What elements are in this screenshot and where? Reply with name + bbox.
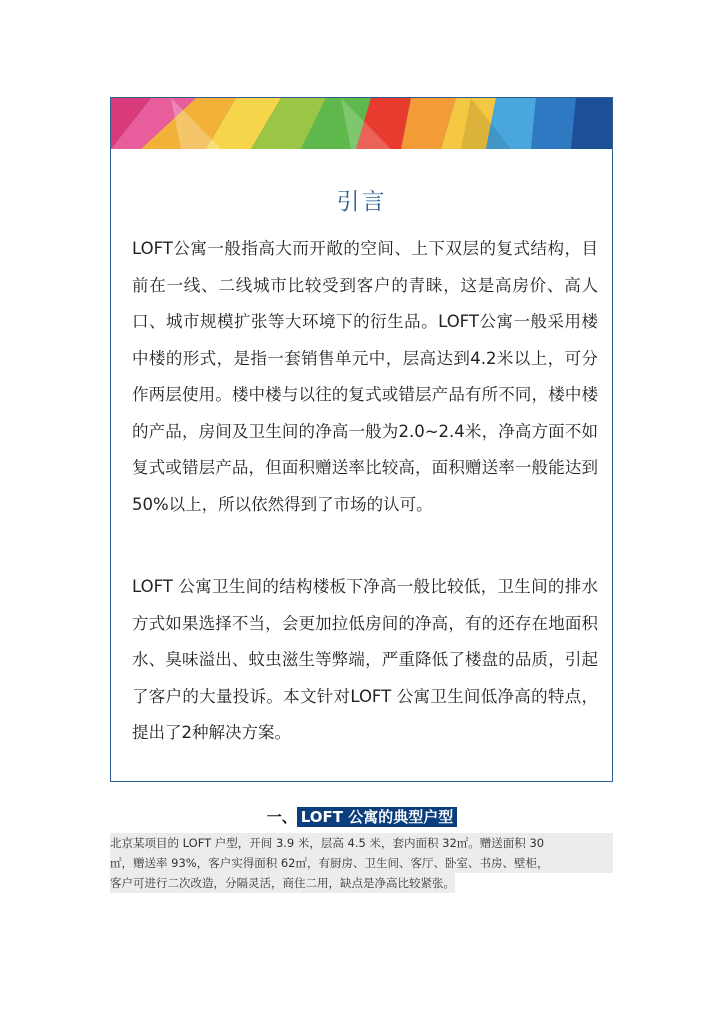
body-line: 北京某项目的 LOFT 户型，开间 3.9 米，层高 4.5 米，套内面积 32㎡。赠送面积 30 bbox=[110, 833, 613, 853]
section-heading bbox=[0, 806, 724, 828]
decorative-banner bbox=[111, 98, 612, 149]
section-title: LOFT 公寓的典型户型 bbox=[297, 807, 457, 827]
intro-title: 引言 bbox=[336, 189, 387, 215]
intro-title-wrap bbox=[111, 187, 612, 217]
section-body bbox=[110, 833, 613, 899]
intro-box bbox=[110, 97, 613, 782]
body-line: 客户可进行二次改造，分隔灵活，商住二用，缺点是净高比较紧张。 bbox=[110, 873, 455, 893]
section-number: 一、 bbox=[266, 808, 297, 826]
geometric-banner-graphic bbox=[111, 98, 613, 149]
intro-paragraph-2: LOFT 公寓卫生间的结构楼板下净高一般比较低，卫生间的排水方式如果选择不当，会更加拉低房间的净高，有的还存在地面积水、臭味溢出、蚊虫滋生等弊端，严重降低了楼盘的品质，引起了客户的大量投诉。本文针对LOFT 公寓卫生间低净高的特点，提出了2种解决方案。 bbox=[132, 577, 598, 742]
body-line: ㎡，赠送率 93%，客户实得面积 62㎡，有厨房、卫生间、客厅、卧室、书房、壁柜， bbox=[110, 853, 613, 873]
intro-paragraph-1: LOFT公寓一般指高大而开敞的空间、上下双层的复式结构，目前在一线、二线城市比较受到客户的青睐，这是高房价、高人口、城市规模扩张等大环境下的衍生品。LOFT公寓一般采用楼中楼的形式，是指一套销售单元中，层高达到4.2米以上，可分作两层使用。楼中楼与以往的复式或错层产品有所不同，楼中楼的产品，房间及卫生间的净高一般为2.0~2.4米，净高方面不如复式或错层产品，但面积赠送率比较高，面积赠送率一般能达到50%以上，所以依然得到了市场的认可。 bbox=[132, 239, 598, 514]
